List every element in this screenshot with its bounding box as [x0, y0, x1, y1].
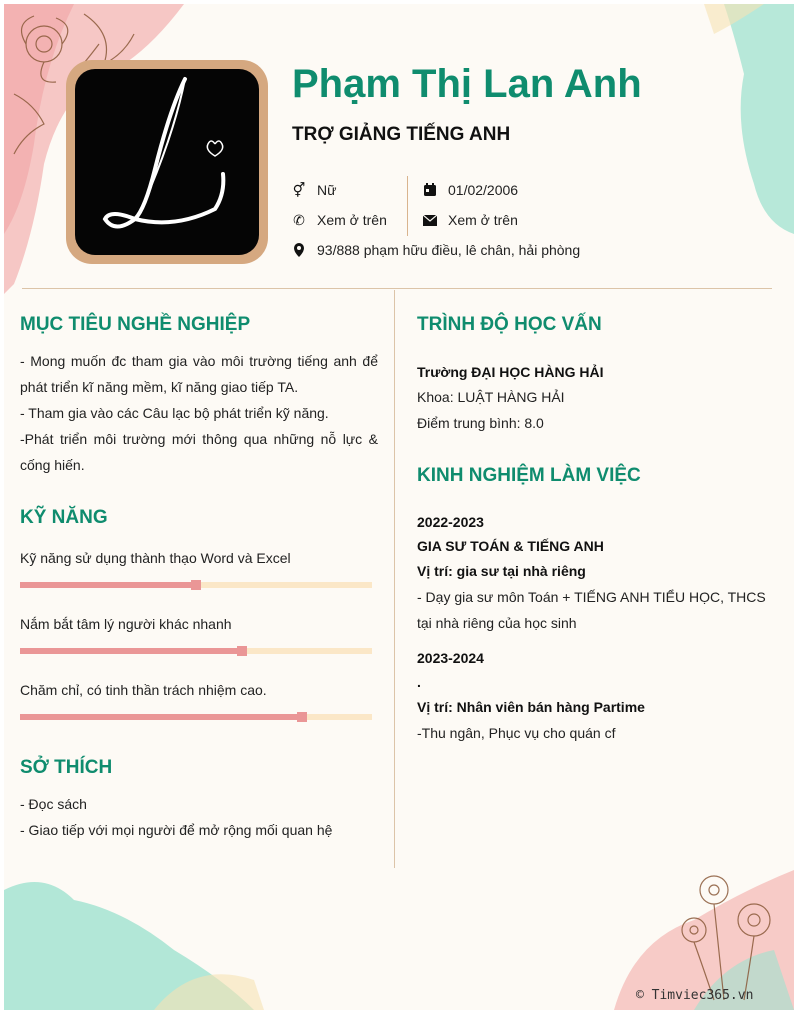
avatar: [75, 69, 259, 255]
info-divider: [407, 176, 408, 236]
email-info: [422, 212, 518, 228]
skill-label: Kỹ năng sử dụng thành thạo Word và Excel: [20, 550, 291, 566]
calendar-icon: [422, 182, 438, 198]
job-position: Vị trí: Nhân viên bán hàng Partime: [417, 699, 645, 715]
phone-value: Xem ở trên: [317, 212, 387, 228]
skill-bar-fill: [20, 714, 302, 720]
job-title: TRỢ GIẢNG TIẾNG ANH: [292, 124, 511, 145]
hobby-item: - Giao tiếp với mọi người để mở rộng mối quan hệ: [20, 822, 333, 838]
objective-line: - Mong muốn đc tham gia vào môi trường tiếng anh để phát triển kĩ năng mềm, kĩ năng giao tiếp TA.: [20, 353, 378, 395]
hobby-item: - Đọc sách: [20, 796, 87, 812]
phone-icon: ✆: [293, 211, 305, 228]
objective-text: [20, 348, 378, 478]
header-divider: [22, 288, 772, 289]
job-company: .: [417, 674, 421, 690]
phone-info: [291, 212, 387, 228]
skill-bar: [20, 582, 372, 588]
skill-label: Nắm bắt tâm lý người khác nhanh: [20, 616, 232, 632]
objective-line: -Phát triển môi trường mới thông qua những nỗ lực & cống hiến.: [20, 431, 378, 473]
avatar-frame: [66, 60, 268, 264]
cv-page: [4, 4, 794, 1010]
skill-bar-knob: [191, 580, 201, 590]
address-value: 93/888 phạm hữu điều, lê chân, hải phòng: [317, 242, 581, 258]
hobbies-heading: SỞ THÍCH: [20, 757, 113, 778]
job-period: 2022-2023: [417, 514, 484, 530]
skill-bar-fill: [20, 582, 196, 588]
birthdate-value: 01/02/2006: [448, 182, 519, 198]
bottom-left-watercolor-decoration: [4, 870, 264, 1010]
job-description: - Dạy gia sư môn Toán + TIẾNG ANH TIỂU HỌC, THCS tại nhà riêng của học sinh: [417, 589, 766, 631]
address-info: [291, 242, 580, 258]
skill-bar-knob: [237, 646, 247, 656]
bottom-right-floral-decoration: [574, 850, 794, 1010]
email-value: Xem ở trên: [448, 212, 518, 228]
skill-label: Chăm chỉ, có tinh thần trách nhiệm cao.: [20, 682, 267, 698]
birthdate-info: [422, 182, 518, 198]
location-pin-icon: [291, 242, 307, 258]
faculty: Khoa: LUẬT HÀNG HẢI: [417, 389, 565, 405]
column-divider: [394, 290, 395, 868]
school-name: Trường ĐẠI HỌC HÀNG HẢI: [417, 364, 604, 380]
job-position: Vị trí: gia sư tại nhà riêng: [417, 563, 586, 579]
footer-credit: © Timviec365.vn: [636, 988, 754, 1003]
gender-info: [291, 182, 336, 198]
skill-bar-knob: [297, 712, 307, 722]
envelope-icon: [422, 212, 438, 228]
gender-icon: ⚥: [292, 181, 306, 198]
monogram-logo: [75, 69, 259, 255]
skills-heading: KỸ NĂNG: [20, 507, 108, 528]
skill-bar: [20, 648, 372, 654]
gpa: Điểm trung bình: 8.0: [417, 415, 544, 431]
objective-line: - Tham gia vào các Câu lạc bộ phát triển kỹ năng.: [20, 405, 329, 421]
full-name: Phạm Thị Lan Anh: [292, 62, 642, 106]
job-company: GIA SƯ TOÁN & TIẾNG ANH: [417, 538, 604, 554]
objective-heading: MỤC TIÊU NGHỀ NGHIỆP: [20, 314, 251, 335]
gender-value: Nữ: [317, 182, 337, 198]
top-right-watercolor-decoration: [704, 4, 794, 244]
experience-heading: KINH NGHIỆM LÀM VIỆC: [417, 465, 641, 486]
skill-bar: [20, 714, 372, 720]
job-period: 2023-2024: [417, 650, 484, 666]
job-description: -Thu ngân, Phục vụ cho quán cf: [417, 725, 616, 741]
skill-bar-fill: [20, 648, 242, 654]
education-heading: TRÌNH ĐỘ HỌC VẤN: [417, 314, 602, 335]
